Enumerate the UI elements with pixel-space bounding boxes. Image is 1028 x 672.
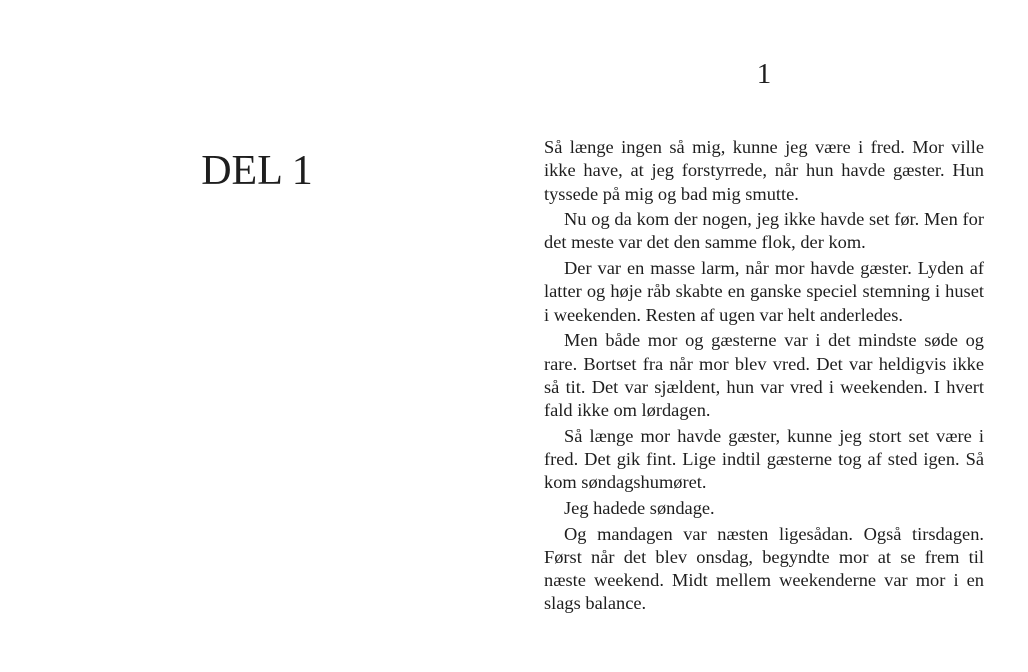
paragraph: Så længe mor havde gæster, kunne jeg stort set være i fred. Det gik fint. Lige indtil gæsterne tog af sted igen. Så kom søndagshumøret. xyxy=(544,425,984,493)
chapter-body xyxy=(544,136,984,618)
chapter-number: 1 xyxy=(756,58,772,90)
part-heading: DEL 1 xyxy=(201,148,313,194)
paragraph: Jeg hadede søndage. xyxy=(564,497,715,518)
paragraph: Nu og da kom der nogen, jeg ikke havde set før. Men for det meste var det den samme flok, der kom. xyxy=(544,209,984,253)
paragraph: Der var en masse larm, når mor havde gæster. Lyden af latter og høje råb skabte en ganske speciel stemning i huset i weekenden. Resten af ugen var helt anderledes. xyxy=(544,258,984,325)
right-page xyxy=(514,0,1028,672)
paragraph: Og mandagen var næsten ligesådan. Også tirsdagen. Først når det blev onsdag, begyndte mor at se frem til næste weekend. Midt mellem weekenderne var mor i en slags balance. xyxy=(544,523,984,614)
paragraph: Så længe ingen så mig, kunne jeg være i fred. Mor ville ikke have, at jeg forstyrrede, når hun havde gæster. Hun tyssede på mig og bad mig smutte. xyxy=(544,137,984,204)
paragraph: Men både mor og gæsterne var i det mindste søde og rare. Bortset fra når mor blev vred. Det var heldigvis ikke så tit. Det var sjældent, hun var vred i weekenden. I hvert fald ikke om lørdagen. xyxy=(544,330,984,421)
